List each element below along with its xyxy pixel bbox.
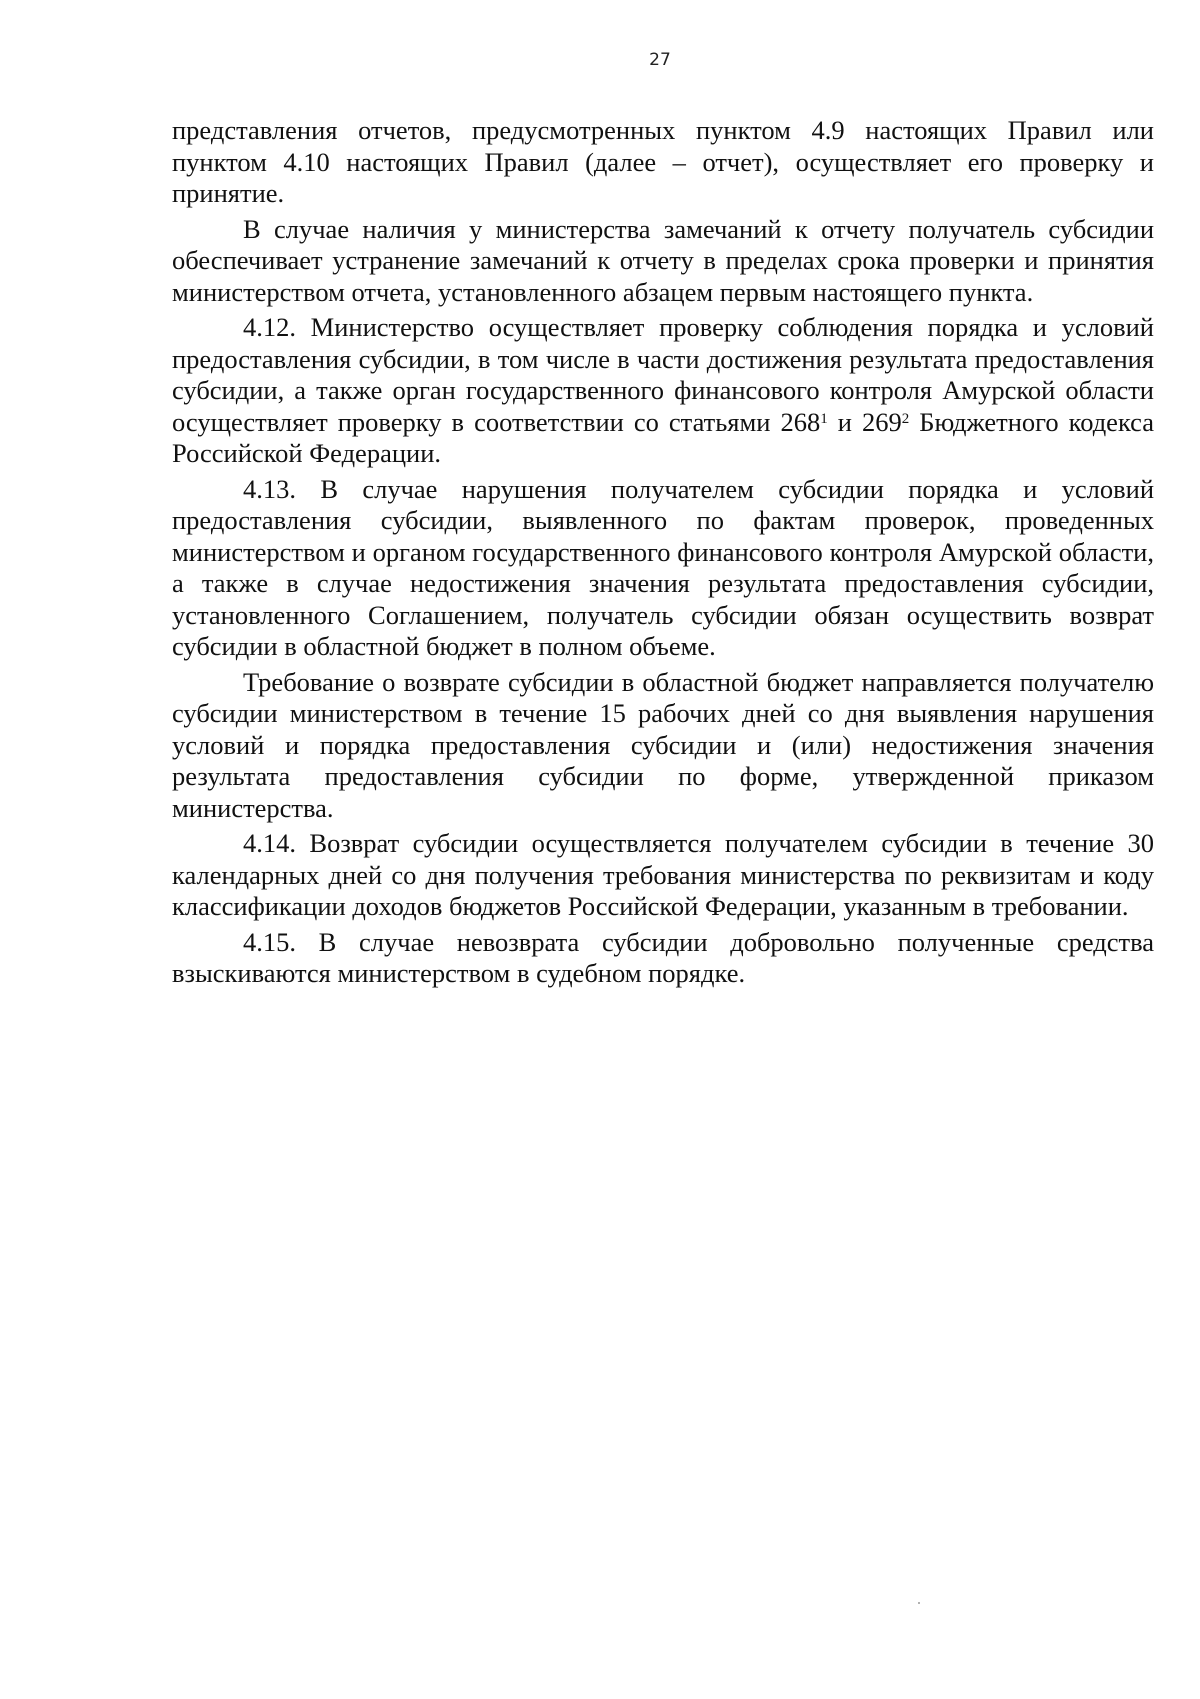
paragraph-remarks: В случае наличия у министерства замечаний к отчету получатель субсидии обеспечивает устранение замечаний к отчету в пределах срока проверки и принятия министерством отчета, установленного абзацем первым настоящего пункта. (172, 213, 1154, 307)
paragraph-continuation: представления отчетов, предусмотренных пунктом 4.9 настоящих Правил или пунктом 4.10 настоящих Правил (далее – отчет), осуществляет его проверку и принятие. (172, 115, 1154, 208)
paragraph-4-14: 4.14. Возврат субсидии осуществляется получателем субсидии в течение 30 календарных дней со дня получения требования министерства по реквизитам и коду классификации доходов бюджетов Российской Федерации, указанным в требовании. (172, 828, 1154, 921)
paragraph-4-15: 4.15. В случае невозврата субсидии добровольно полученные средства взыскиваются министерством в судебном порядке. (172, 926, 1154, 988)
footnote-superscript: 1 (820, 410, 828, 427)
scan-speck (918, 1602, 920, 1604)
paragraph-4-12-text: 4.12. Министерство осуществляет проверку соблюдения порядка и условий предоставления субсидии, в том числе в части достижения результата предоставления субсидии, а также орган государственного финансового контроля Амурской области осуществляет проверку в соответствии со статьями 268 (172, 312, 1154, 437)
paragraph-4-12-text-middle: и 269 (827, 406, 902, 437)
document-body (172, 115, 1154, 990)
paragraph-4-12 (172, 312, 1154, 470)
paragraph-return-requirement: Требование о возврате субсидии в областной бюджет направляется получателю субсидии министерством в течение 15 рабочих дней со дня выявления нарушения условий и порядка предоставления субсидии и (или) недостижения значения результата предоставления субсидии по форме, утвержденной приказом министерства. (172, 666, 1154, 823)
footnote-superscript: 2 (901, 410, 910, 427)
paragraph-4-12-text-end: Бюджетного кодекса Российской Федерации. (172, 406, 1155, 468)
paragraph-4-13: 4.13. В случае нарушения получателем субсидии порядка и условий предоставления субсидии, выявленного по фактам проверок, проведенных министерством и органом государственного финансового контроля Амурской области, а также в случае недостижения значения результата предоставления субсидии, установленного Соглашением, получатель субсидии обязан осуществить возврат субсидии в областной бюджет в полном объеме. (172, 473, 1154, 661)
page-number: 27 (649, 50, 671, 70)
